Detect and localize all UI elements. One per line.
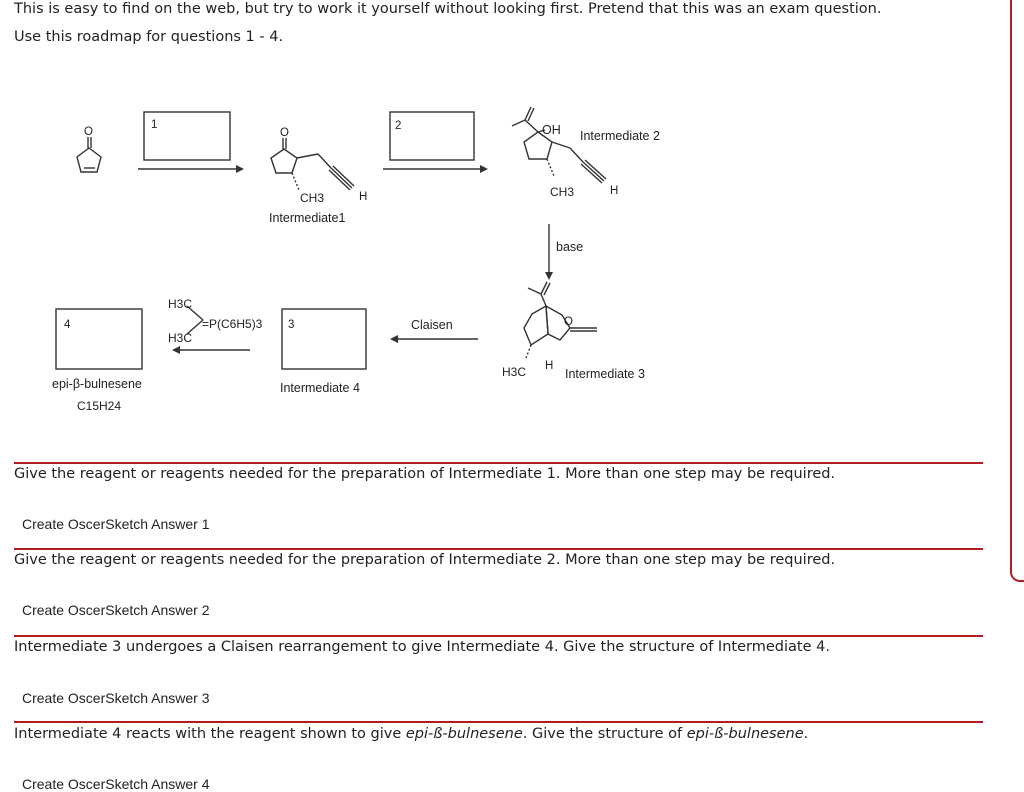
- wittig-reagent: =P(C6H5)3: [202, 317, 263, 331]
- h-label-2: H: [610, 185, 619, 197]
- question-4-text-post: . Give the structure of: [522, 726, 687, 742]
- box-number-1: 1: [151, 119, 158, 131]
- question-2-text: Give the reagent or reagents needed for the preparation of Intermediate 2. More than one step may be required.: [14, 552, 836, 568]
- claisen-label: Claisen: [411, 318, 453, 332]
- cyclopentenone-structure: [77, 137, 101, 172]
- intermediate-4-box: [282, 309, 366, 369]
- question-4-text: [14, 726, 808, 742]
- intermediate-1-label: Intermediate1: [269, 211, 346, 225]
- intermediate-2-label: Intermediate 2: [580, 129, 660, 143]
- divider-3: [14, 635, 983, 637]
- h-label-3: H: [545, 360, 554, 372]
- intermediate-4-label: Intermediate 4: [280, 381, 360, 395]
- question-1-text: Give the reagent or reagents needed for the preparation of Intermediate 1. More than one step may be required.: [14, 466, 836, 482]
- answer-3-button[interactable]: Create OscerSketch Answer 3: [22, 690, 210, 706]
- o-label-3: O: [564, 316, 573, 328]
- answer-1-button[interactable]: Create OscerSketch Answer 1: [22, 516, 210, 532]
- question-4-text-end: .: [803, 726, 809, 742]
- side-panel-frame: [1010, 0, 1024, 582]
- box-number-3: 3: [288, 319, 295, 331]
- product-name-label: epi-β-bulnesene: [52, 377, 142, 391]
- box-number-4: 4: [64, 319, 71, 331]
- roadmap-diagram: [0, 88, 740, 428]
- question-4-em-1: epi-ß-bulnesene: [405, 726, 523, 742]
- product-formula-label: C15H24: [77, 399, 122, 413]
- ch3-label-2: CH3: [550, 185, 575, 199]
- divider-4: [14, 721, 983, 723]
- intro-line-1: This is easy to find on the web, but try to work it yourself without looking first. Pretend that this was an exam question.: [14, 1, 882, 17]
- h3c-label-top: H3C: [168, 297, 193, 311]
- reagent-box-2: [390, 112, 474, 160]
- divider-2: [14, 548, 983, 550]
- o-label-1: O: [84, 126, 93, 138]
- ch3-label-1: CH3: [300, 191, 325, 205]
- base-label: base: [556, 240, 584, 254]
- product-box: [56, 309, 142, 369]
- intro-line-2: Use this roadmap for questions 1 - 4.: [14, 29, 284, 45]
- question-4-text-pre: Intermediate 4 reacts with the reagent shown to give: [14, 726, 406, 742]
- intermediate-3-structure: [524, 282, 597, 358]
- divider-1: [14, 462, 983, 464]
- answer-2-button[interactable]: Create OscerSketch Answer 2: [22, 602, 210, 618]
- answer-4-button[interactable]: Create OscerSketch Answer 4: [22, 776, 210, 792]
- oh-label: OH: [542, 123, 561, 137]
- question-4-em-2: epi-ß-bulnesene: [686, 726, 804, 742]
- intermediate-2-structure: [512, 107, 606, 183]
- o-label-2: O: [280, 127, 289, 139]
- h3c-label-bottom: H3C: [168, 331, 193, 345]
- intermediate-1-structure: [271, 138, 354, 190]
- question-3-text: Intermediate 3 undergoes a Claisen rearrangement to give Intermediate 4. Give the structure of Intermediate 4.: [14, 639, 830, 655]
- h-label-1: H: [359, 191, 368, 203]
- intermediate-3-label: Intermediate 3: [565, 367, 645, 381]
- box-number-2: 2: [395, 120, 402, 132]
- h3c-label-int3: H3C: [502, 365, 527, 379]
